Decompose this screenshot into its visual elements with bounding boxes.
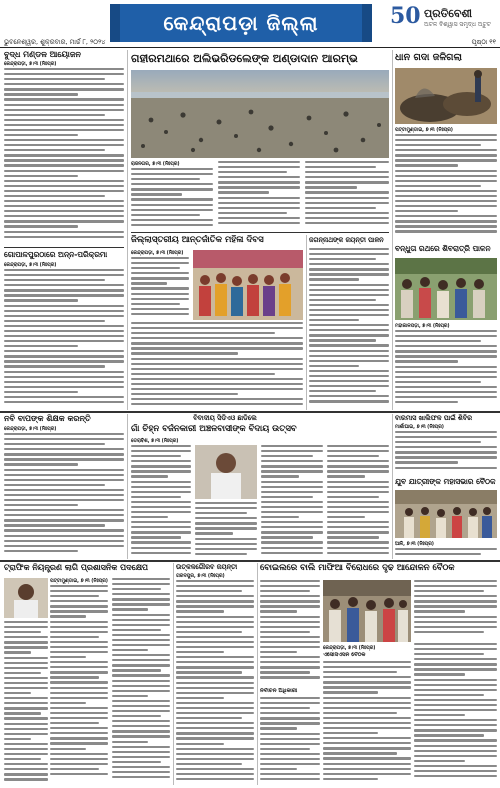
meeting-photo [395, 490, 497, 538]
article-body [131, 445, 191, 558]
page-title: କେନ୍ଦ୍ରାପଡ଼ା ଜିଲ୍ଲା [163, 11, 319, 35]
section-divider [0, 411, 500, 413]
headline-sand-mafia: ବୋଇଲରେ ବାଲି ମାଫିଆ ବିରୋଧରେ ଦୃଢ ଆନ୍ଦୋଳନ ବୈଠକ [260, 563, 455, 573]
byline-top-right: ପଟ୍ଟାମୁଣ୍ଡାଇ, ୭।୩ (ନିଃପ୍ର) [395, 128, 453, 133]
article-body [260, 580, 320, 685]
divider [4, 247, 124, 248]
kicker-dispute: ବିବାଦୀୟ ସିଡିଏଓ ଛାଡିଲେ [193, 414, 257, 422]
group-photo-art [193, 250, 303, 320]
article-body [260, 697, 320, 785]
protest-photo-art [323, 580, 411, 642]
column-divider [173, 563, 174, 785]
byline-left-second: କେନ୍ଦ୍ରାପଡ଼ା, ୭।୩ (ନିଃପ୍ର) [4, 263, 57, 268]
column-divider [392, 414, 393, 559]
fire-photo [395, 68, 497, 124]
column-divider [392, 240, 393, 410]
protest-photo [323, 580, 411, 642]
headline-top-left: ବୁଦ୍ଧ ମଣ୍ଡଳ ଆୟୋଜନ [4, 50, 81, 59]
portrait-photo [195, 445, 257, 499]
column-divider [392, 50, 393, 240]
logo-name: ପ୍ରତିବେଶୀ [424, 7, 473, 20]
article-body [4, 269, 124, 409]
article-body [395, 431, 497, 475]
page-banner [110, 4, 372, 42]
byline-traffic: ପଟ୍ଟାମୁଣ୍ଡାଇ, ୭।୩ (ନିଃପ୍ର) [50, 579, 108, 584]
headline-womens-day: ଜିଲ୍ଲାସ୍ତରୀୟ ଆନ୍ତର୍ଜାତିକ ମହିଳା ଦିବସ [131, 235, 264, 245]
banner-ornament-right [362, 4, 372, 42]
crowd-photo [395, 258, 497, 320]
newspaper-logo [390, 3, 498, 33]
headline-brief-a: ନିର୍ବାଚନ ଅଧିକାରୀ [260, 688, 298, 694]
column-divider [127, 50, 128, 410]
byline-top-left: କେନ୍ଦ୍ରାପଡ଼ା, ୭।୩ (ନିଃପ୍ର) [4, 62, 57, 67]
lead-body-col1 [131, 168, 213, 230]
article-body [131, 257, 189, 319]
article-body [395, 330, 497, 410]
article-body [323, 661, 411, 785]
headline-traffic: ଟ୍ରାଫିକ ନିୟନ୍ତ୍ରଣ ଲାଗି ପ୍ରଶାସନିକ ପଦକ୍ଷେପ [4, 563, 149, 572]
article-body [4, 621, 48, 785]
byline-market: ମାର୍ଶାଘାଇ, ୭।୩ (ନିଃପ୍ର) [395, 425, 444, 430]
crowd-photo-art [395, 258, 497, 320]
article-body [414, 643, 497, 785]
article-body [4, 68, 124, 245]
article-body [261, 445, 323, 558]
byline-womens-day: କେନ୍ଦ୍ରାପଡ଼ା, ୭।୩ (ନିଃପ୍ର) [131, 251, 184, 256]
lead-body-col3 [305, 161, 389, 230]
beach-photo [131, 70, 389, 158]
column-divider [257, 563, 258, 785]
headline-right-mid: ବନ୍ଧୁତା ରଥରେ ଶିବରାତ୍ରି ପାଳନ [395, 244, 491, 253]
headline-left-second: ଗୋପାଳପୁରଠାରେ ଅନ୍ନ-ପରିକ୍ରମା [4, 250, 108, 259]
headline-school: ନବି ବାପଙ୍କ ଶିକ୍ଷକ କରନ୍ତି [4, 414, 91, 423]
section-divider [0, 560, 500, 562]
headline-dispute: ଗାଁ ଚିହ୍ନ ବର୍ଜନକାରୀ ଅଞ୍ଚଳବାସୀଙ୍କ ବିଦାୟ ଉତ୍ସବ [131, 424, 297, 434]
dateline [0, 38, 500, 48]
byline-dispute: ଡେରାବିଶ, ୭।୩ (ନିଃପ୍ର) [131, 439, 179, 444]
portrait-photo-art [195, 445, 257, 499]
article-body [4, 433, 124, 558]
article-body [395, 548, 497, 558]
headline-colonial: ଉତ୍କଳଗୌରବ ଜୟନ୍ତୀ [176, 563, 238, 571]
masthead [0, 0, 500, 48]
article-body [309, 248, 389, 410]
byline-sand-mafia: କେନ୍ଦ୍ରାପଡ଼ା, ୭।୩ (ନିଃପ୍ର) [323, 646, 376, 651]
official-photo [4, 578, 48, 618]
fire-photo-art [395, 68, 497, 124]
logo-number: 50 [390, 3, 421, 29]
byline-school: କେନ୍ଦ୍ରାପଡ଼ା, ୭।୩ (ନିଃପ୍ର) [4, 427, 57, 432]
date-text: ଭୁବନେଶ୍ୱର, ଶୁକ୍ରବାର, ମାର୍ଚ୍ଚ ୮, ୨୦୨୪ [4, 38, 106, 46]
divider [131, 232, 389, 233]
headline-top-right: ଧାନ ଗଦା ଜଳିଗଲା [395, 52, 462, 63]
banner-ornament-left [110, 4, 120, 42]
page-number: ପୃଷ୍ଠା ୧୧ [471, 38, 496, 46]
article-body [131, 322, 303, 410]
column-divider [306, 235, 307, 410]
headline-youth: ଯୁବ ଯାତ୍ରୀଙ୍କ ମହାସଭାର ବୈଠକ [395, 477, 496, 486]
byline-right-mid: ମହାକାଳପଡ଼ା, ୭।୩ (ନିଃପ୍ର) [395, 324, 450, 329]
article-body [327, 445, 389, 558]
byline-colonial: ଗରଦପୁର, ୭।୩ (ନିଃପ୍ର) [176, 574, 225, 579]
lead-body-col2 [218, 161, 300, 230]
article-body [414, 580, 497, 640]
byline-youth: ଆଳି, ୭।୩ (ନିଃପ୍ର) [395, 542, 434, 547]
logo-tagline: ଅଟଳ ବିଶ୍ୱାସ ସମୃଦ୍ଧ ଅଟୁଟ [424, 21, 491, 28]
official-photo-art [4, 578, 48, 618]
byline-lead: ରାଜନଗର, ୭।୩ (ନିଃପ୍ର) [131, 162, 180, 167]
column-divider [127, 414, 128, 559]
meeting-photo-art [395, 490, 497, 538]
headline-brief-b: ଏସୋସିଏସନ ବୈଠକ [323, 652, 366, 658]
article-body [176, 580, 254, 785]
article-body [112, 578, 170, 785]
lead-headline: ଗହୀରମଥାରେ ଅଲିଭରିଡଲେଙ୍କ ଅଣ୍ଡାଦାନ ଆରମ୍ଭ [131, 52, 358, 65]
headline-market: ବାରମାସ ଖାଲିଫଳ ପାଇଁ ଶିବିର [395, 414, 473, 422]
article-body [195, 502, 257, 558]
article-body [50, 585, 108, 785]
headline-small-center: ଜଗନ୍ନାଥଙ୍କ ଜୟନ୍ତୀ ପାଳନ [309, 236, 384, 244]
group-photo [193, 250, 303, 320]
beach-photo-art [131, 70, 389, 158]
article-body [395, 134, 497, 238]
